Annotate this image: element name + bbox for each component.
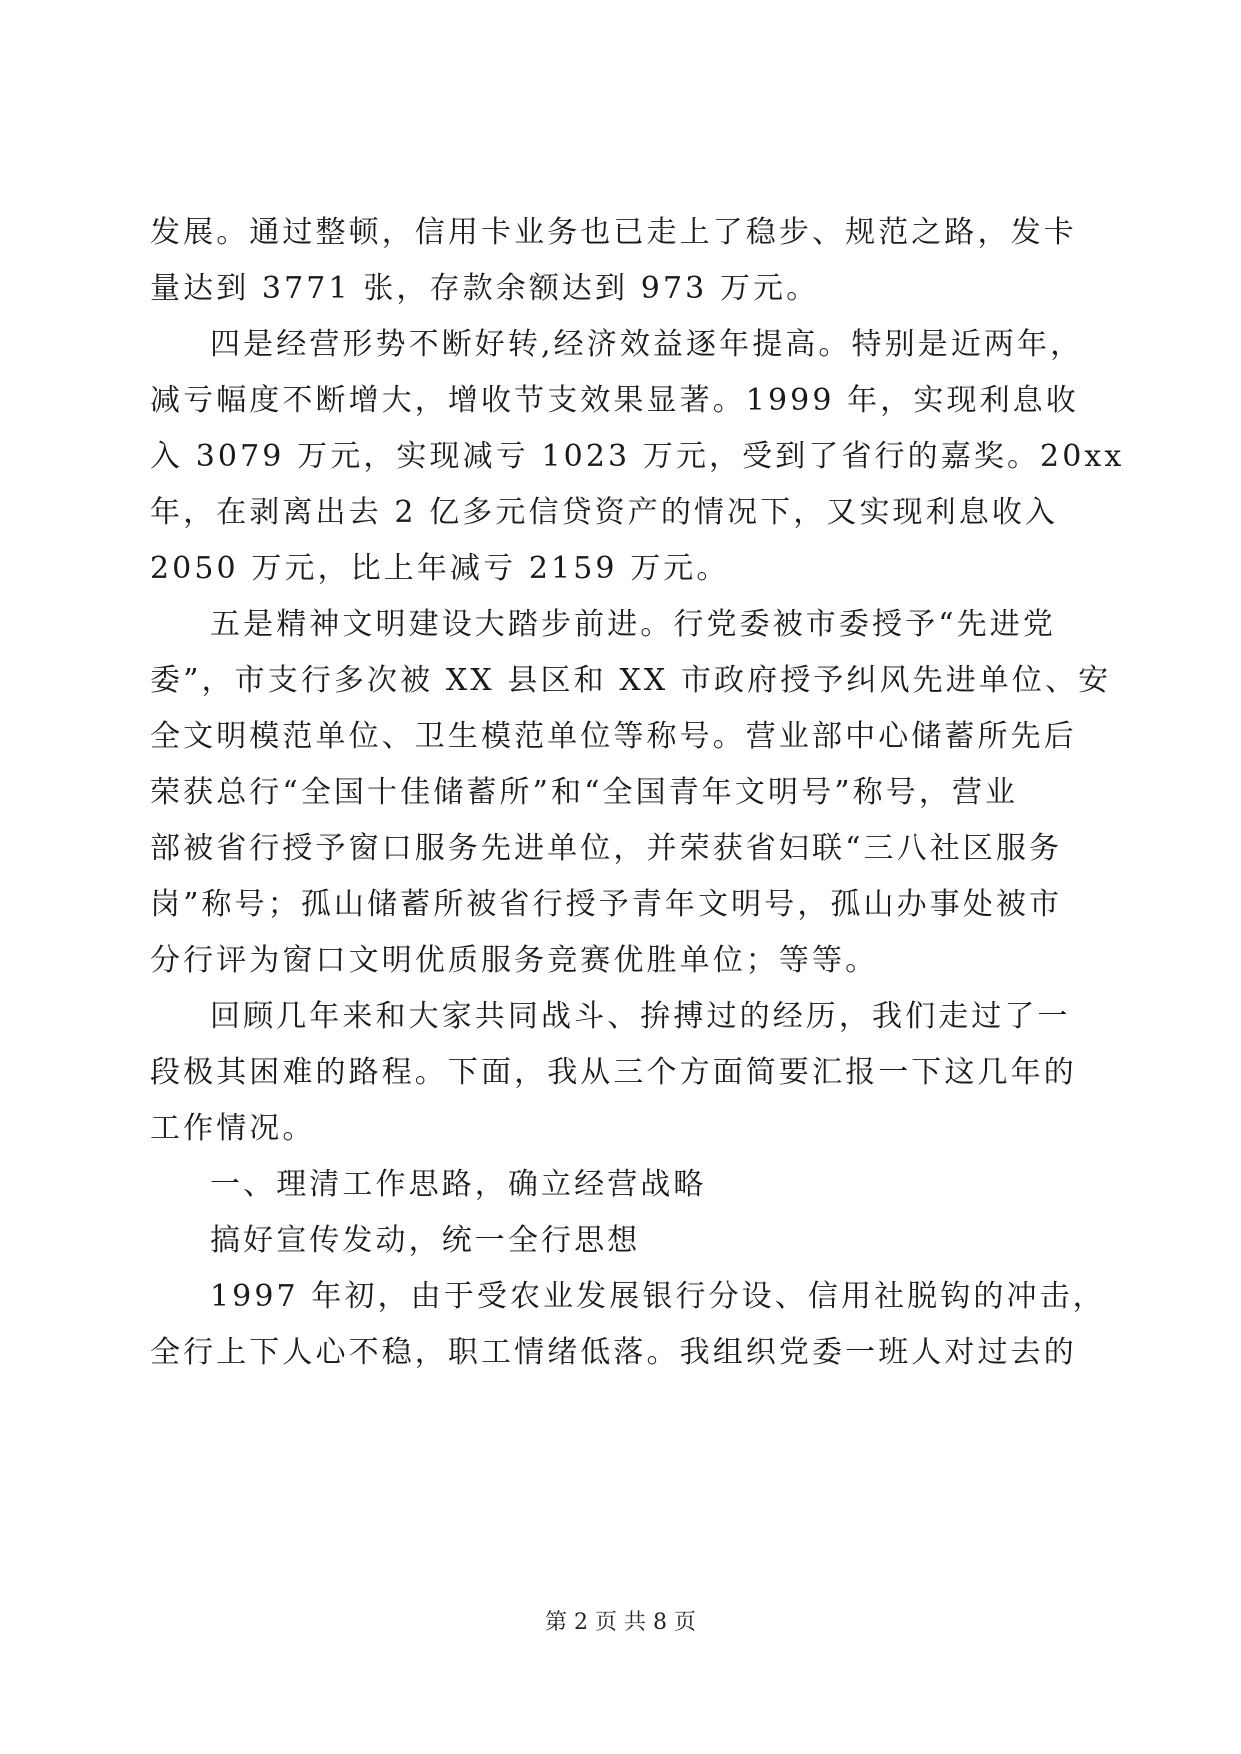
text-line: 2050 万元，比上年减亏 2159 万元。 — [150, 551, 730, 586]
text-line: 荣获总行“全国十佳储蓄所”和“全国青年文明号”称号，营业 — [150, 775, 1019, 810]
section-heading: 一、理清工作思路，确立经营战略 — [210, 1167, 707, 1202]
text-line: 年，在剥离出去 2 亿多元信贷资产的情况下，又实现利息收入 — [150, 495, 1059, 530]
text-line: 委”，市支行多次被 XX 县区和 XX 市政府授予纠风先进单位、安 — [150, 663, 1112, 698]
subsection-heading: 搞好宣传发动，统一全行思想 — [210, 1223, 641, 1258]
text-line: 四是经营形势不断好转,经济效益逐年提高。特别是近两年， — [210, 327, 1084, 362]
text-line: 全文明模范单位、卫生模范单位等称号。营业部中心储蓄所先后 — [150, 719, 1077, 754]
text-line: 全行上下人心不稳，职工情绪低落。我组织党委一班人对过去的 — [150, 1335, 1077, 1370]
page-footer: 第 2 页 共 8 页 — [545, 1610, 696, 1635]
text-line: 减亏幅度不断增大，增收节支效果显著。1999 年，实现利息收 — [150, 383, 1079, 418]
text-line: 五是精神文明建设大踏步前进。行党委被市委授予“先进党 — [210, 607, 1056, 642]
text-line: 岗”称号；孤山储蓄所被省行授予青年文明号，孤山办事处被市 — [150, 887, 1063, 922]
text-line: 分行评为窗口文明优质服务竞赛优胜单位；等等。 — [150, 943, 879, 978]
text-line: 部被省行授予窗口服务先进单位，并荣获省妇联“三八社区服务 — [150, 831, 1063, 866]
text-line: 发展。通过整顿，信用卡业务也已走上了稳步、规范之路，发卡 — [150, 215, 1077, 250]
text-line: 量达到 3771 张，存款余额达到 973 万元。 — [150, 271, 820, 306]
text-line: 入 3079 万元，实现减亏 1023 万元，受到了省行的嘉奖。20xx — [150, 439, 1125, 474]
text-line: 1997 年初，由于受农业发展银行分设、信用社脱钩的冲击， — [210, 1279, 1106, 1314]
text-line: 段极其困难的路程。下面，我从三个方面简要汇报一下这几年的 — [150, 1055, 1077, 1090]
text-line: 回顾几年来和大家共同战斗、拚搏过的经历，我们走过了一 — [210, 999, 1071, 1034]
text-line: 工作情况。 — [150, 1111, 316, 1146]
